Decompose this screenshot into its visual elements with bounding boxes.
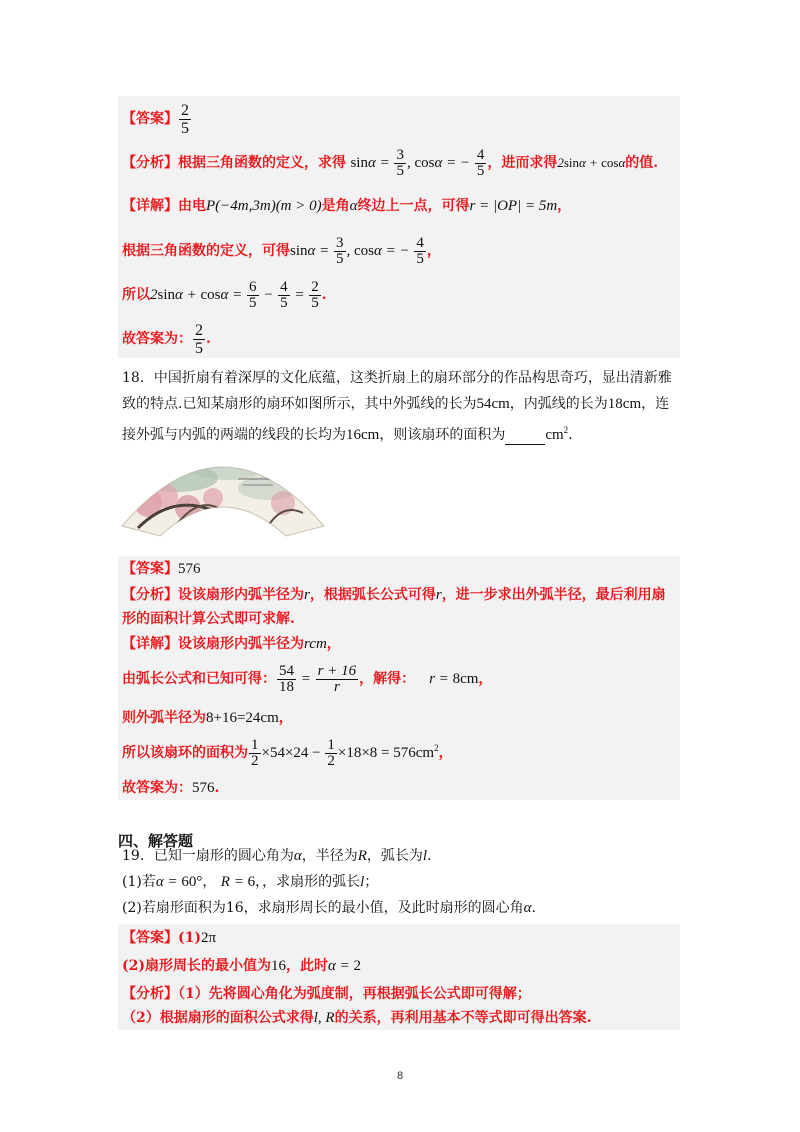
q17-line2: 根据三角函数的定义，可得sinα = $\frac{3}{5}$ , cosα = − $\frac{4}{5}$ ， xyxy=(122,235,441,267)
answer-label: 【答案】 xyxy=(122,110,178,127)
expression: 2sinα + cosα xyxy=(557,154,626,170)
q18-line5: 故答案为：576. xyxy=(122,780,220,796)
q18-line2: 由弧长公式和已知可得： $\frac{54}{18}$ = $\frac{r + 16}{r}$ ，解得： r = 8cm， xyxy=(122,663,493,695)
answer-formula: $\frac{2}{5}$ xyxy=(181,102,189,137)
folding-fan-image xyxy=(118,448,328,538)
q18-line3: 则外弧半径为8+16=24cm， xyxy=(122,710,293,726)
point-formula: P(−4m,3m)(m > 0) xyxy=(206,198,322,214)
q19-answer-line1: 【答案】(1)2π xyxy=(122,930,217,946)
q17-answer-line xyxy=(122,102,192,137)
q18-text-line3: 接外弧与内弧的两端的线段的长均为16cm，则该扇环的面积为 $cm^2$. xyxy=(122,425,573,443)
q18-detail-line: 【详解】设该扇形内弧半径为rcm， xyxy=(122,636,341,652)
q19-answer-line2: (2)扇形周长的最小值为16，此时α = 2 xyxy=(122,958,361,974)
q18-analysis-line1: 【分析】设该扇形内弧半径为r，根据弧长公式可得r，进一步求出外弧半径，最后利用扇 xyxy=(122,587,666,603)
q19-line3: (2)若扇形面积为16，求扇形周长的最小值，及此时扇形的圆心角α. xyxy=(122,900,536,916)
q18-answer-line: 【答案】576 xyxy=(122,561,201,577)
section-heading: 四、解答题 xyxy=(118,832,194,850)
q17-line4: 故答案为： $\frac{2}{5}$ . xyxy=(122,322,211,357)
q17-analysis-line: 【分析】根据三角函数的定义，求得 sinα = $\frac{3}{5}$ , cosα = − $\frac{4}{5}$ ，进而求得2sinα + cosα的值. xyxy=(122,147,659,179)
radius-formula: r = |OP| = 5m xyxy=(469,198,558,214)
q19-line2: (1)若α = 60°， R = 6，，求扇形的弧长l； xyxy=(122,874,379,890)
q18-text-line2: 致的特点.已知某扇形的扇环如图所示，其中外弧线的长为54cm，内弧线的长为18cm，连 xyxy=(122,396,670,412)
q19-analysis-line2: （2）根据扇形的面积公式求得l, R的关系，再利用基本不等式即可得出答案. xyxy=(122,1010,592,1026)
sin-cos-formula: sinα = $\frac{3}{5}$ , cosα = − $\frac{4}{5}$ xyxy=(350,147,485,179)
q18-analysis-line2: 形的面积计算公式即可求解. xyxy=(122,611,295,627)
q19-line1: 19．已知一扇形的圆心角为α，半径为R，弧长为l. xyxy=(122,848,432,864)
q19-analysis-line1: 【分析】（1）先将圆心角化为弧度制，再根据弧长公式即可得解； xyxy=(122,986,531,1002)
q18-line4: 所以该扇环的面积为 $\frac{1}{2}$ ×54×24 − $\frac{1}{2}$ $\times 18\times 8 = 576cm^2$， xyxy=(122,737,453,770)
q17-solution-box xyxy=(118,96,680,358)
page-number: 8 xyxy=(396,1070,404,1082)
answer-blank xyxy=(505,430,545,445)
q18-text-line1: 18．中国折扇有着深厚的文化底蕴，这类折扇上的扇环部分的作品构思奇巧，显出清新雅 xyxy=(122,370,672,386)
q17-line3: 所以2sinα + cosα = $\frac{6}{5}$ − $\frac{4}{5}$ = $\frac{2}{5}$ . xyxy=(122,279,327,311)
q17-detail-line: 【详解】由电P(−4m,3m)(m > 0)是角α终边上一点，可得r = |OP| = 5m， xyxy=(122,198,572,214)
